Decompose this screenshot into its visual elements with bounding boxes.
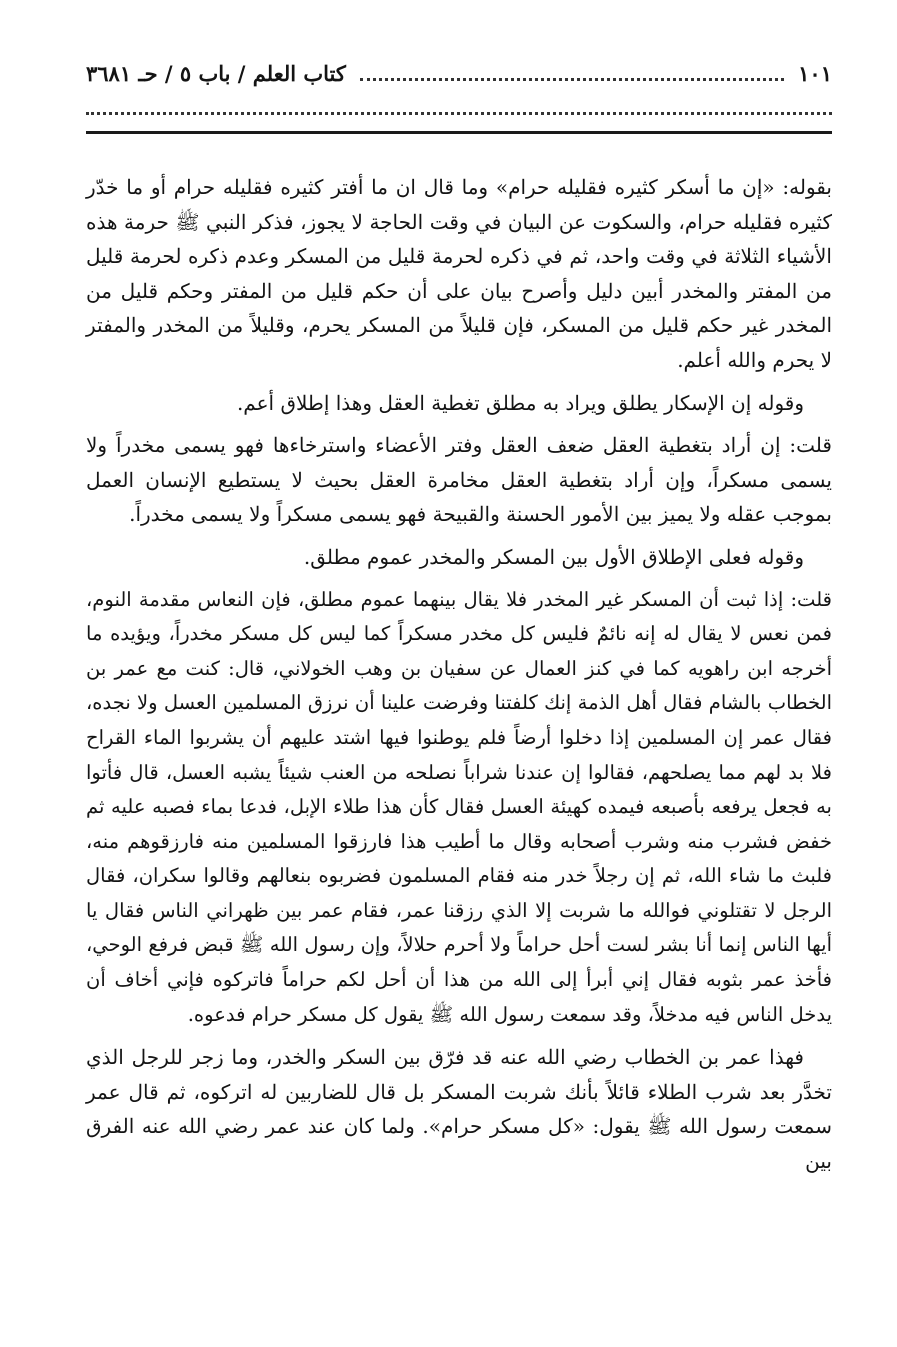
header-solid-rule xyxy=(86,131,832,134)
body-text xyxy=(86,170,832,1179)
page-header xyxy=(86,54,832,92)
paragraph-response-umar-story: قلت: إذا ثبت أن المسكر غير المخدر فلا يقال بينهما عموم مطلق، فإن النعاس مقدمة النوم، فمن نعس لا يقال له إنه نائمٌ فليس كل مخدر مسكراً كما ليس كل مسكر مخدراً، ويؤيده ما أخرجه ابن راهويه كما في كنز العمال عن سفيان بن وهب الخولاني، قال: كنت مع عمر بن الخطاب بالشام فقال أهل الذمة إنك كلفتنا وفرضت علينا أن نرزق المسلمين العسل ولا نجده، فقال عمر إن المسلمين إذا دخلوا أرضاً فلم يوطنوا فيها اشتد عليهم أن يشربوا الماء القراح فلا بد لهم مما يصلحهم، فقالوا إن عندنا شراباً نصلحه من العنب شيئاً يشبه العسل، قال فأتوا به فجعل يرفعه بأصبعه فيمده كهيئة العسل فقال كأن هذا طلاء الإبل، فدعا بماء فصبه عليه ثم خفض فشرب منه وشرب أصحابه وقال ما أطيب هذا فارزقوا المسلمين منه فارزقوهم منه، فلبث ما شاء الله، ثم إن رجلاً خدر منه فقام المسلمون فضربوه بنعالهم وقالوا سكران، فقال الرجل لا تقتلوني فوالله ما شربت إلا الذي رزقنا عمر، فقام عمر بين ظهراني الناس فقال يا أيها الناس إنما أنا بشر لست أحل حراماً ولا أحرم حلالاً، وإن رسول الله ﷺ قبض فرفع الوحي، فأخذ عمر بثوبه فقال إني أبرأ إلى الله من هذا أن أحل لكم حراماً فاتركوه فإني أخاف أن يدخل الناس فيه مدخلاً، وقد سمعت رسول الله ﷺ يقول كل مسكر حرام فدعوه. xyxy=(86,587,833,1026)
paragraph-hadith-explanation: بقوله: «إن ما أسكر كثيره فقليله حرام» وما قال ان ما أفتر كثيره فقليله حرام أو ما خدّر كثيره فقليله حرام، والسكوت عن البيان في وقت الحاجة لا يجوز، فذكر النبي ﷺ حرمة هذه الأشياء الثلاثة في وقت واحد، ثم في ذكره لحرمة قليل من المسكر وعدم ذكره لحرمة قليل من المفتر والمخدر أبين دليل وأصرح بيان على أن حكم قليل من المفتر وحكم قليل من المخدر غير حكم قليل من المسكر، فإن قليلاً من المسكر يحرم، وقليلاً من المخدر والمفتر لا يحرم والله أعلم. xyxy=(86,175,832,372)
paragraph-conclusion: فهذا عمر بن الخطاب رضي الله عنه قد فرّق بين السكر والخدر، وما زجر للرجل الذي تخدَّر بعد شرب الطلاء قائلاً بأنك شربت المسكر بل قال للضاربين له اتركوه، ثم قال عمر سمعت رسول الله ﷺ يقول: «كل مسكر حرام». ولما كان عند عمر رضي الله عنه الفرق بين xyxy=(86,1045,832,1174)
paragraph-response-taghtiya: قلت: إن أراد بتغطية العقل ضعف العقل وفتر الأعضاء واسترخاءها فهو يسمى مخدراً ولا يسمى مسكراً، وإن أراد بتغطية العقل مخامرة العقل بحيث لا يستطيع الإنسان العمل بموجب عقله ولا يميز بين الأمور الحسنة والقبيحة فهو يسمى مسكراً ولا يسمى مخدراً. xyxy=(86,433,832,527)
paragraph-quote-iskar: وقوله إن الإسكار يطلق ويراد به مطلق تغطية العقل وهذا إطلاق أعم. xyxy=(236,390,804,415)
dotted-leader xyxy=(360,78,784,81)
header-dotted-rule xyxy=(86,112,832,115)
page-number: ١٠١ xyxy=(798,60,832,86)
paragraph-quote-itlaq: وقوله فعلى الإطلاق الأول بين المسكر والمخدر عموم مطلق. xyxy=(303,544,804,569)
running-title: كتاب العلم / باب ٥ / حـ ٣٦٨١ xyxy=(86,60,346,86)
